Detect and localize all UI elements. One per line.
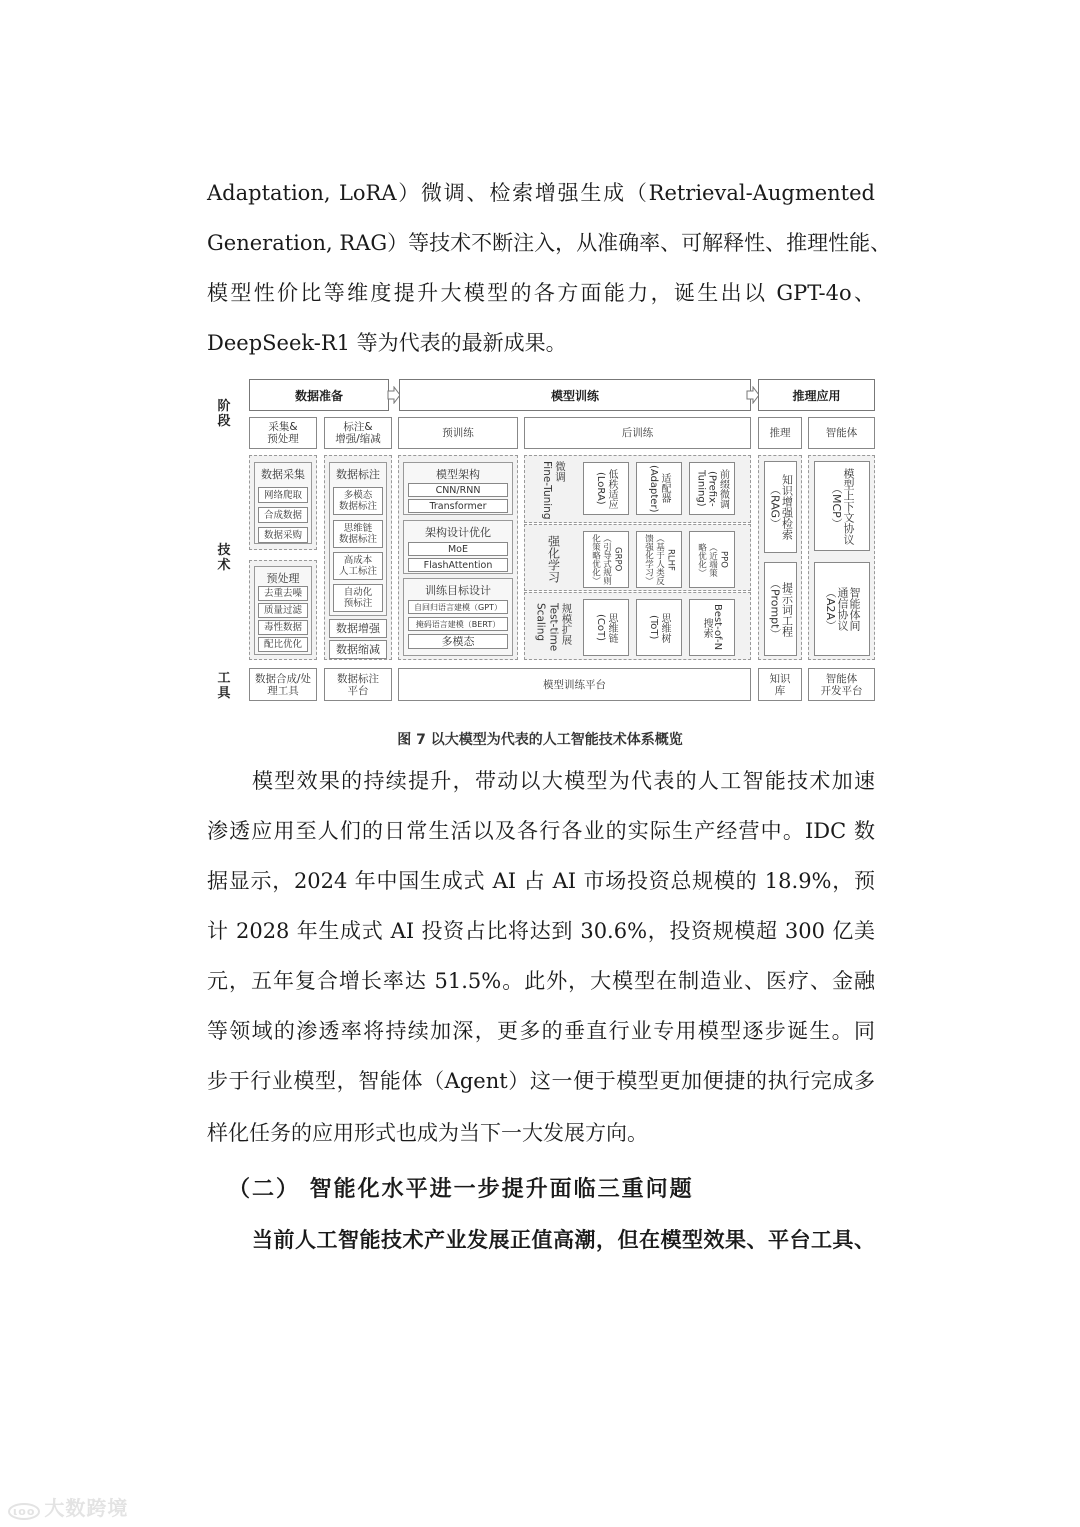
group-title: 预处理 bbox=[266, 572, 300, 585]
posttrain-row-label: 强化学习 bbox=[546, 534, 561, 583]
tech-item: CNN/RNN bbox=[408, 483, 508, 497]
tech-item: Transformer bbox=[408, 499, 508, 513]
text-line: 步于行业模型，智能体（Agent）这一便于模型更加便捷的执行完成多 bbox=[207, 1069, 875, 1093]
tech-item: 高成本 人工标注 bbox=[333, 552, 383, 580]
tool-agent-platform: 智能体 开发平台 bbox=[808, 668, 875, 701]
substage-pretrain: 预训练 bbox=[398, 417, 518, 449]
stage-inference: 推理应用 bbox=[758, 379, 875, 411]
tech-item: 质量过滤 bbox=[258, 603, 308, 618]
substage-agent: 智能体 bbox=[808, 417, 875, 449]
tech-item: GRPO （引导式规则 化策略优化） bbox=[583, 531, 629, 588]
row-label-stage: 阶 段 bbox=[217, 399, 231, 429]
posttrain-row-label: 规模扩展 Test-time Scaling bbox=[534, 602, 573, 652]
group-title: 数据标注 bbox=[336, 468, 380, 481]
text-line: 计 2028 年生成式 AI 投资占比将达到 30.6%，投资规模超 300 亿美 bbox=[207, 919, 875, 943]
text-line: 据显示，2024 年中国生成式 AI 占 AI 市场投资总规模的 18.9%，预 bbox=[207, 869, 875, 893]
tech-item: 思维链 (CoT) bbox=[583, 599, 629, 656]
text-line: 元，五年复合增长率达 51.5%。此外，大模型在制造业、医疗、金融 bbox=[207, 969, 875, 993]
tech-item: 去重去噪 bbox=[258, 586, 308, 601]
row-label-tools: 工 具 bbox=[217, 671, 231, 701]
text-line: Generation, RAG）等技术不断注入，从准确率、可解释性、推理性能、 bbox=[207, 231, 892, 255]
tech-item: 多模态 数据标注 bbox=[333, 487, 383, 515]
posttrain-row bbox=[524, 592, 751, 660]
tech-item: 低秩适应 (LoRA) bbox=[583, 462, 629, 515]
tech-item: 数据缩减 bbox=[329, 640, 387, 659]
tech-item: 数据增强 bbox=[329, 619, 387, 638]
substage-collect: 采集& 预处理 bbox=[249, 417, 317, 449]
tool-knowledge-base: 知识 库 bbox=[758, 668, 802, 701]
tech-item: 多模态 bbox=[408, 634, 508, 649]
stage-model-training: 模型训练 bbox=[399, 379, 751, 411]
preprocess-group bbox=[249, 560, 317, 660]
tool-annotation-platform: 数据标注 平台 bbox=[324, 668, 392, 701]
tech-item: 思维链 数据标注 bbox=[333, 520, 383, 548]
tech-item: 智能体间 通信协议 （A2A） bbox=[814, 562, 870, 656]
posttrain-row bbox=[524, 455, 751, 523]
tech-item: 模型上下文协议 （MCP） bbox=[814, 461, 870, 551]
text-line: 模型效果的持续提升，带动以大模型为代表的人工智能技术加速 bbox=[252, 769, 875, 793]
tech-item: 配比优化 bbox=[258, 637, 308, 652]
group-title: 模型架构 bbox=[436, 468, 480, 481]
watermark-text: 大数跨境 bbox=[44, 1496, 129, 1520]
tech-item: 自动化 预标注 bbox=[333, 584, 383, 612]
tool-training-platform: 模型训练平台 bbox=[398, 668, 751, 701]
tech-item: 数据采购 bbox=[258, 527, 308, 543]
tech-item: 网络爬取 bbox=[258, 487, 308, 503]
tech-item: MoE bbox=[408, 542, 508, 556]
text-line: 样化任务的应用形式也成为当下一大发展方向。 bbox=[207, 1121, 648, 1145]
posttrain-row bbox=[524, 524, 751, 591]
posttrain-row-label: 微调 Fine-Tuning bbox=[541, 460, 566, 520]
text-line: 模型性价比等维度提升大模型的各方面能力，诞生出以 GPT-4o、 bbox=[207, 281, 875, 305]
tech-item: FlashAttention bbox=[408, 558, 508, 572]
tech-item: 合成数据 bbox=[258, 507, 308, 523]
tech-item: 适配器 (Adapter) bbox=[636, 462, 682, 515]
tech-item: RLHF （基于人类反 馈强化学习） bbox=[636, 531, 682, 588]
tech-item: PPO （近端策 略优化） bbox=[689, 531, 735, 588]
stage-data-prep: 数据准备 bbox=[249, 379, 389, 411]
group-title: 架构设计优化 bbox=[425, 526, 491, 539]
text-line: 等领域的渗透率将持续加深，更多的垂直行业专用模型逐步诞生。同 bbox=[207, 1019, 875, 1043]
group-title: 数据采集 bbox=[261, 468, 305, 481]
text-line: DeepSeek-R1 等为代表的最新成果。 bbox=[207, 331, 567, 355]
agent-group bbox=[808, 455, 875, 660]
group-title: 训练目标设计 bbox=[425, 584, 491, 597]
substage-posttrain: 后训练 bbox=[524, 417, 751, 449]
row-label-tech: 技 术 bbox=[217, 543, 231, 573]
tech-item: Best-of-N 搜索 bbox=[689, 599, 735, 656]
collect-group bbox=[249, 455, 317, 550]
reasoning-group bbox=[758, 455, 802, 660]
substage-annotate: 标注& 增强/缩减 bbox=[324, 417, 392, 449]
tool-data-synthesis: 数据合成/处 理工具 bbox=[249, 668, 317, 701]
tech-item: 思维树 (ToT) bbox=[636, 599, 682, 656]
tech-item: 毒性数据 bbox=[258, 620, 308, 635]
tech-item: 掩码语言建模（BERT） bbox=[408, 617, 508, 631]
text-line: 当前人工智能技术产业发展正值高潮，但在模型效果、平台工具、 bbox=[252, 1227, 875, 1252]
pretrain-group bbox=[398, 455, 518, 660]
annotate-group bbox=[324, 455, 392, 660]
section-heading: （二） 智能化水平进一步提升面临三重问题 bbox=[228, 1176, 694, 1202]
text-line: 渗透应用至人们的日常生活以及各行各业的实际生产经营中。IDC 数 bbox=[207, 819, 875, 843]
tech-item: 知识增强检索 （RAG） bbox=[764, 461, 797, 553]
tech-item: 提示词工程 （Prompt） bbox=[764, 562, 797, 656]
figure-caption: 图 7 以大模型为代表的人工智能技术体系概览 bbox=[397, 732, 683, 748]
watermark-logo: ιoo 大数跨境 bbox=[8, 1492, 128, 1521]
tech-item: 自回归语言建模（GPT） bbox=[408, 600, 508, 614]
substage-reasoning: 推理 bbox=[758, 417, 802, 449]
text-line: Adaptation, LoRA）微调、检索增强生成（Retrieval-Augmented bbox=[207, 181, 875, 205]
tech-item: 前缀微调 (Prefix- Tuning) bbox=[689, 462, 735, 515]
